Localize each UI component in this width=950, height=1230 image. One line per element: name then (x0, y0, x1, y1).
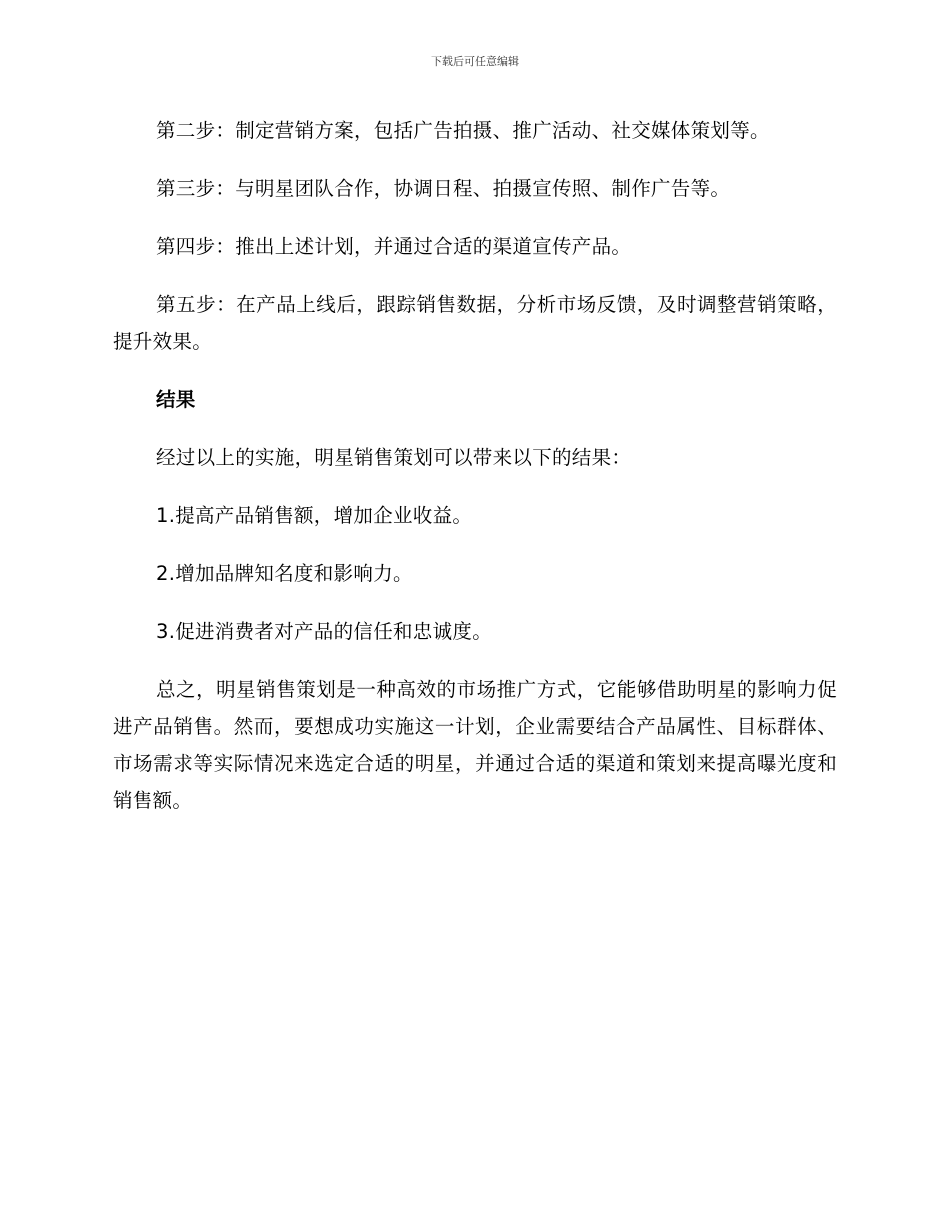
results-intro-paragraph: 经过以上的实施，明星销售策划可以带来以下的结果： (156, 446, 632, 469)
conclusion-paragraph: 总之，明星销售策划是一种高效的市场推广方式，它能够借助明星的影响力促进产品销售。然而，要想成功实施这一计划，企业需要结合产品属性、目标群体、市场需求等实际情况来选定合适的明星，并通过合适的渠道和策划来提高曝光度和销售额。 (113, 678, 837, 812)
section-heading-results: 结果 (156, 388, 196, 411)
step-two-paragraph: 第二步：制定营销方案，包括广告拍摄、推广活动、社交媒体策划等。 (156, 119, 770, 142)
result-item-3: 3.促进消费者对产品的信任和忠诚度。 (156, 620, 493, 643)
page-header-note: 下载后可任意编辑 (431, 55, 519, 68)
step-five-paragraph: 第五步：在产品上线后，跟踪销售数据，分析市场反馈，及时调整营销策略，提升效果。 (113, 293, 837, 353)
result-item-2: 2.增加品牌知名度和影响力。 (156, 562, 413, 585)
step-three-paragraph: 第三步：与明星团队合作，协调日程、拍摄宣传照、制作广告等。 (156, 177, 731, 200)
result-item-1: 1.提高产品销售额，增加企业收益。 (156, 504, 473, 527)
step-four-paragraph: 第四步：推出上述计划，并通过合适的渠道宣传产品。 (156, 235, 632, 258)
document-body (113, 112, 837, 819)
